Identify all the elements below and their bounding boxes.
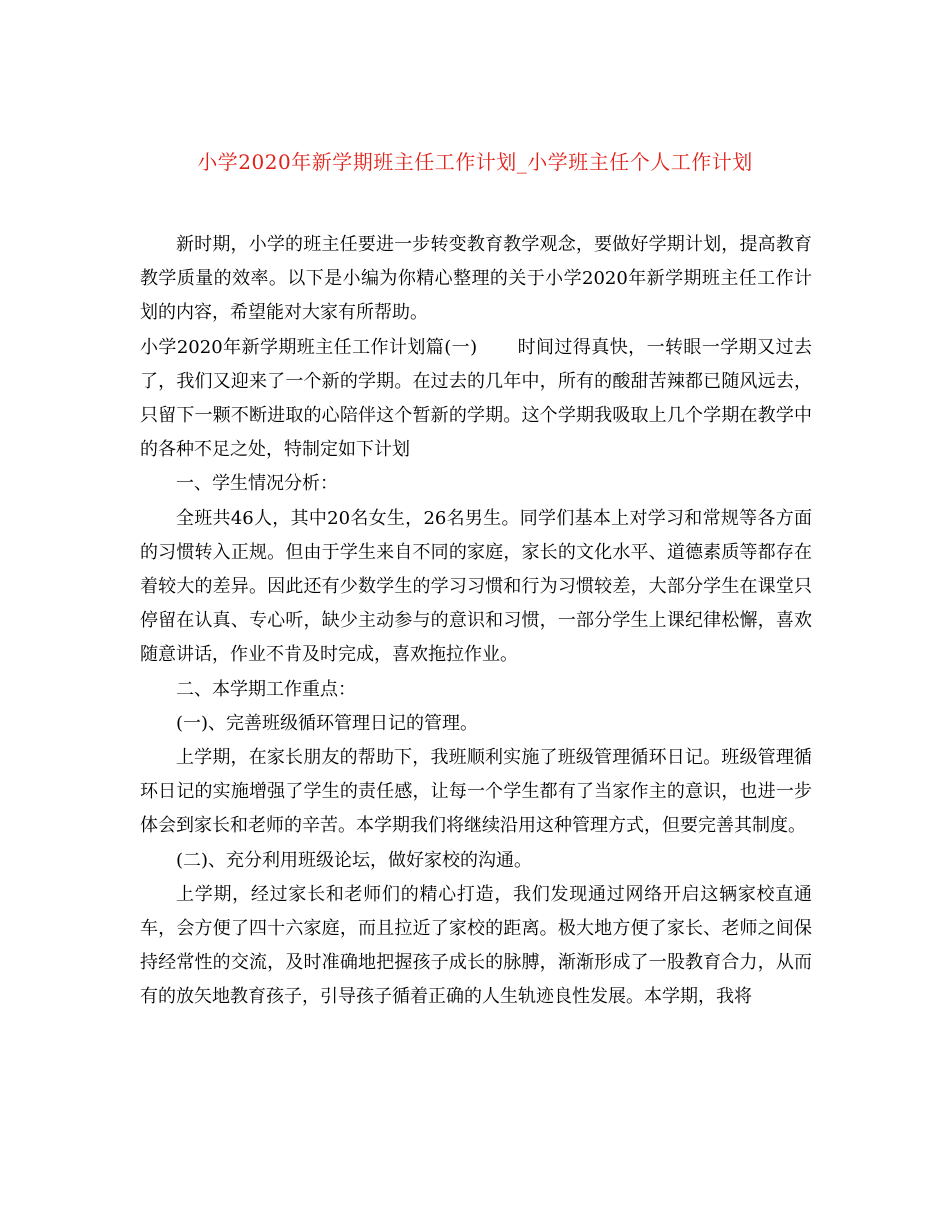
section-paragraph: [140, 331, 812, 468]
part1-heading: 一、学生情况分析：: [176, 473, 338, 495]
section-heading: 小学2020年新学期班主任工作计划篇(一): [140, 336, 478, 358]
sub1-paragraph: 上学期，在家长朋友的帮助下，我班顺利实施了班级管理循环日记。班级管理循环日记的实施增强了学生的责任感，让每一个学生都有了当家作主的意识，也进一步体会到家长和老师的辛苦。本学期我们将继续沿用这种管理方式，但要完善其制度。: [140, 747, 812, 837]
sub2-heading: (二)、充分利用班级论坛，做好家校的沟通。: [176, 849, 533, 871]
sub2-paragraph: 上学期，经过家长和老师们的精心打造，我们发现通过网络开启这辆家校直通车，会方便了四十六家庭，而且拉近了家校的距离。极大地方便了家长、老师之间保持经常性的交流，及时准确地把握孩子成长的脉膊，渐渐形成了一股教育合力，从而有的放矢地教育孩子，引导孩子循着正确的人生轨迹良性发展。本学期，我将: [140, 883, 812, 1008]
intro-paragraph: 新时期，小学的班主任要进一步转变教育教学观念，要做好学期计划，提高教育教学质量的效率。以下是小编为你精心整理的关于小学2020年新学期班主任工作计划的内容，希望能对大家有所帮助。: [140, 234, 812, 324]
document-title: 小学2020年新学期班主任工作计划_小学班主任个人工作计划: [197, 150, 753, 174]
section-first-text: 时间过得真快，一转眼一学期又过去了，我们又迎来了一个新的学期。在过去的几年中，所有的酸甜苦辣都已随风远去，只留下一颗不断进取的心陪伴这个暂新的学期。这个学期我吸取上几个学期在教学中的各种不足之处，特制定如下计划: [140, 336, 812, 461]
part1-paragraph: 全班共46人，其中20名女生，26名男生。同学们基本上对学习和常规等各方面的习惯转入正规。但由于学生来自不同的家庭，家长的文化水平、道德素质等都存在着较大的差异。因此还有少数学生的学习习惯和行为习惯较差，大部分学生在课堂只停留在认真、专心听，缺少主动参与的意识和习惯，一部分学生上课纪律松懈，喜欢随意讲话，作业不肯及时完成，喜欢拖拉作业。: [140, 507, 812, 666]
sub1-heading: (一)、完善班级循环管理日记的管理。: [176, 712, 479, 734]
document-body: [140, 228, 812, 1015]
part2-heading: 二、本学期工作重点：: [176, 678, 356, 700]
